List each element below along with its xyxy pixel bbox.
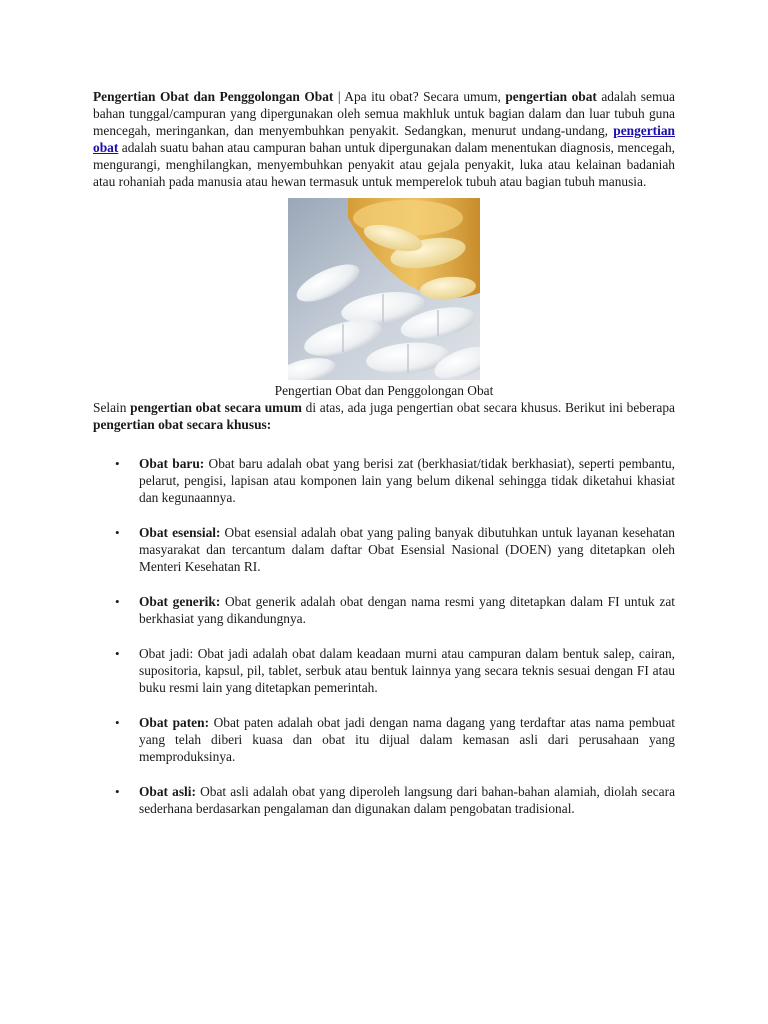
item-desc: Obat baru adalah obat yang berisi zat (berkhasiat/tidak berkhasiat), seperti pembantu, pelarut, pengisi, lapisan atau komponen lain yang belum dikenal sehingga tidak diketahui khasiat dan kegunaannya.: [139, 456, 675, 505]
intro-text-1: Apa itu obat? Secara umum,: [344, 89, 506, 104]
item-term: Obat paten:: [139, 715, 210, 730]
pills-figure: [93, 198, 675, 399]
bullet-marker: •: [115, 594, 120, 609]
list-item-obat-asli: [93, 783, 675, 817]
item-desc: Obat paten adalah obat jadi dengan nama dagang yang terdaftar atas nama pembuat yang telah diberi kuasa dan obat itu dijual dalam kemasan asli dari perusahaan yang memproduksinya.: [139, 715, 675, 764]
para2-text-2: di atas, ada juga pengertian obat secara khusus. Berikut ini beberapa: [301, 400, 675, 415]
list-item-obat-esensial: [93, 524, 675, 575]
item-desc: Obat esensial adalah obat yang paling banyak dibutuhkan untuk layanan kesehatan masyarakat dan tercantum dalam daftar Obat Esensial Nasional (DOEN) yang ditetapkan oleh Menteri Kesehatan RI.: [139, 525, 676, 574]
para2-text-1: Selain: [93, 400, 131, 415]
para2-bold-1: pengertian obat secara umum: [130, 400, 302, 415]
list-item-obat-paten: [93, 714, 675, 765]
list-item-obat-baru: [93, 455, 675, 506]
title-separator: |: [333, 89, 345, 104]
document-page: [93, 88, 675, 835]
bullet-marker: •: [115, 646, 120, 661]
list-item-obat-generik: [93, 593, 675, 627]
bullet-marker: •: [115, 456, 120, 471]
figure-caption: Pengertian Obat dan Penggolongan Obat: [274, 383, 494, 398]
pengertian-obat-link[interactable]: pengertian obat: [93, 123, 675, 155]
article-title: Pengertian Obat dan Penggolongan Obat: [93, 89, 334, 104]
intro-text-3: adalah suatu bahan atau campuran bahan untuk dipergunakan dalam menentukan diagnosis, mencegah, mengurangi, menghilangkan, menyembuhkan penyakit atau gejala penyakit, luka atau kelainan badaniah atau rohaniah pada manusia atau hewan termasuk untuk memperelok tubuh atau bagian tubuh manusia.: [93, 140, 675, 189]
intro-text-2: adalah semua bahan tunggal/campuran yang dipergunakan oleh semua makhluk untuk bagian dalam dan luar tubuh guna mencegah, meringankan, dan menyembuhkan penyakit. Sedangkan, menurut undang-undang,: [93, 89, 675, 138]
item-term: Obat generik:: [139, 594, 221, 609]
bullet-marker: •: [115, 715, 120, 730]
para2-bold-2: pengertian obat secara khusus:: [93, 417, 272, 432]
bullet-marker: •: [115, 784, 120, 799]
item-desc: Obat generik adalah obat dengan nama resmi yang ditetapkan dalam FI untuk zat berkhasiat yang dikandungnya.: [139, 594, 675, 626]
item-desc: Obat asli adalah obat yang diperoleh langsung dari bahan-bahan alamiah, diolah secara sederhana berdasarkan pengalaman dan digunakan dalam pengobatan tradisional.: [139, 784, 676, 816]
obat-types-list: [93, 455, 675, 817]
pills-bottle-photo: [288, 198, 480, 380]
item-term: Obat asli:: [139, 784, 196, 799]
list-item-obat-jadi: [93, 645, 675, 696]
item-desc: Obat jadi: Obat jadi adalah obat dalam keadaan murni atau campuran dalam bentuk salep, cairan, supositoria, kapsul, pil, tablet, serbuk atau bentuk lainnya yang secara teknis sesuai dengan FI atau buku resmi lain yang ditetapkan pemerintah.: [139, 646, 675, 695]
bullet-marker: •: [115, 525, 120, 540]
second-paragraph: [93, 399, 675, 433]
intro-bold-term: pengertian obat: [505, 89, 597, 104]
item-term: Obat esensial:: [139, 525, 221, 540]
intro-paragraph: [93, 88, 675, 190]
item-term: Obat baru:: [139, 456, 205, 471]
